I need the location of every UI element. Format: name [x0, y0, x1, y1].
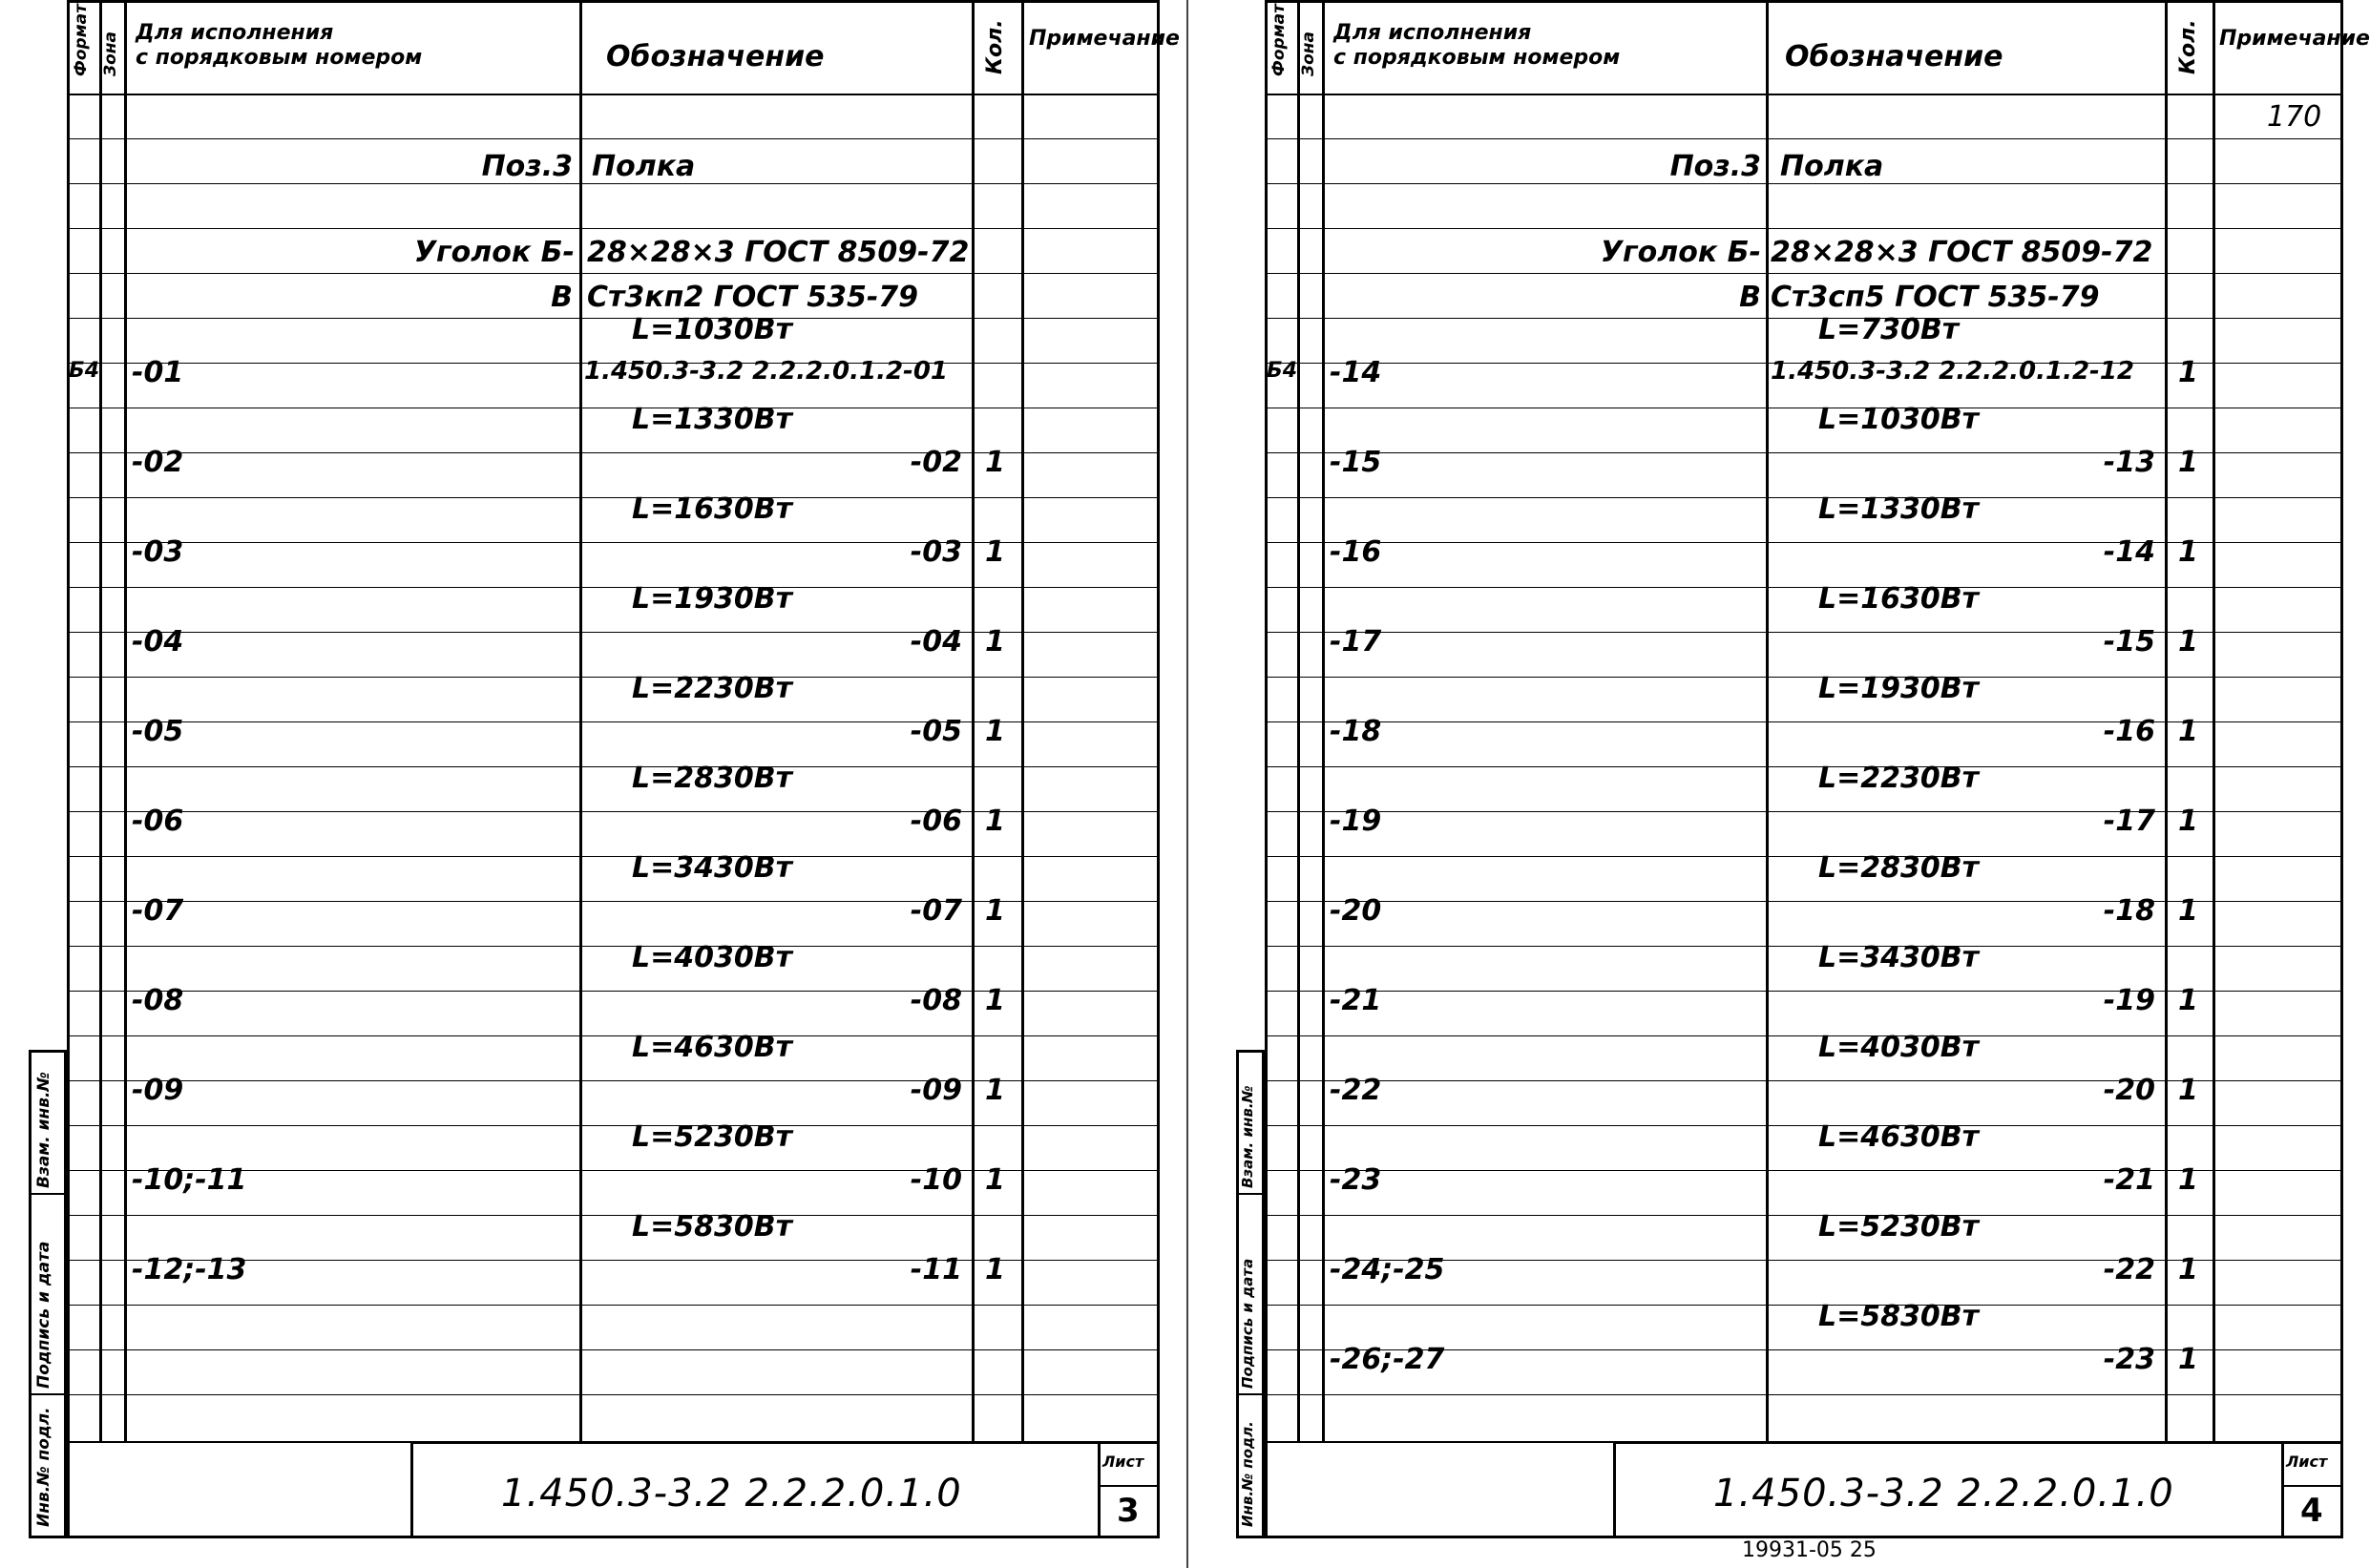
designation-value: -16	[2103, 715, 2155, 748]
length-value: L=1630Вт	[1818, 582, 1980, 616]
format-value: Б4	[1267, 359, 1298, 383]
row-line	[1265, 183, 2343, 184]
header-designation: Обозначение	[1785, 40, 2003, 73]
execution-number: -24;-25	[1330, 1253, 1445, 1286]
designation-value: -05	[910, 715, 962, 748]
row-line	[67, 1394, 1160, 1395]
execution-number: -12;-13	[132, 1253, 247, 1286]
row-line	[1265, 273, 2343, 274]
doc-code: 1.450.3-3.2 2.2.2.0.1.0	[1713, 1472, 2174, 1516]
execution-number: -03	[132, 535, 184, 569]
row-line	[67, 946, 1160, 947]
designation-value: 1.450.3-3.2 2.2.2.0.1.2-01	[584, 357, 949, 386]
row-line	[1265, 766, 2343, 767]
format-value: Б4	[69, 359, 100, 383]
execution-number: -15	[1330, 446, 1382, 479]
designation-value: -09	[910, 1074, 962, 1107]
designation-value: -19	[2103, 984, 2155, 1017]
strip-sign-date: Подпись и дата	[1239, 1258, 1256, 1389]
sheet-frame	[67, 0, 1180, 1538]
length-value: L=1030Вт	[1818, 403, 1980, 436]
row-line	[1265, 138, 2343, 139]
execution-number: -05	[132, 715, 184, 748]
qty-value: 1	[2178, 984, 2198, 1017]
strip-sep	[29, 1193, 67, 1195]
designation-value: -23	[2103, 1343, 2155, 1376]
qty-value: 1	[985, 1074, 1005, 1107]
length-value: L=2230Вт	[632, 672, 793, 705]
doc-code: 1.450.3-3.2 2.2.2.0.1.0	[501, 1472, 962, 1516]
execution-number: -02	[132, 446, 184, 479]
row-line	[1265, 946, 2343, 947]
designation-value: -03	[910, 535, 962, 569]
header-note: Примечание	[2219, 27, 2370, 51]
angle-gost: 28×28×3 ГОСТ 8509-72	[1771, 236, 2153, 269]
sheet-number: 4	[2300, 1492, 2323, 1530]
row-line	[67, 677, 1160, 678]
execution-number: -08	[132, 984, 184, 1017]
designation-value: -14	[2103, 535, 2155, 569]
length-value: L=3430Вт	[632, 851, 793, 885]
row-line	[1265, 1394, 2343, 1395]
col-sep	[2213, 0, 2215, 1441]
row-line	[67, 856, 1160, 857]
title-top-line	[1265, 1441, 2343, 1443]
qty-value: 1	[985, 446, 1005, 479]
header-zone: Зона	[101, 31, 120, 76]
length-value: L=1930Вт	[1818, 672, 1980, 705]
execution-number: -17	[1330, 625, 1382, 659]
length-value: L=5230Вт	[632, 1120, 793, 1154]
row-line	[1265, 1035, 2343, 1036]
row-line	[67, 766, 1160, 767]
header-qty: Кол.	[2176, 19, 2200, 74]
qty-value: 1	[985, 984, 1005, 1017]
sheet-left	[67, 0, 1180, 1538]
execution-number: -22	[1330, 1074, 1382, 1107]
length-value: L=2830Вт	[1818, 851, 1980, 885]
header-for-execution: Для исполнения с порядковым номером	[136, 21, 423, 71]
length-value: L=4630Вт	[1818, 1120, 1980, 1154]
execution-number: -16	[1330, 535, 1382, 569]
header-format: Формат	[1269, 4, 1289, 76]
execution-number: -06	[132, 805, 184, 838]
qty-value: 1	[985, 1163, 1005, 1197]
row-line	[67, 587, 1160, 588]
qty-value: 1	[2178, 1074, 2198, 1107]
designation-value: -10	[910, 1163, 962, 1197]
material-gost: Ст3кп2 ГОСТ 535-79	[587, 281, 919, 314]
length-value: L=1330Вт	[632, 403, 793, 436]
qty-value: 1	[2178, 356, 2198, 389]
execution-number: -20	[1330, 894, 1382, 928]
execution-number: -21	[1330, 984, 1382, 1017]
row-line	[67, 497, 1160, 498]
row-line	[67, 1125, 1160, 1126]
page-divider	[1186, 0, 1188, 1568]
row-line	[67, 318, 1160, 319]
sheet-number: 3	[1117, 1492, 1140, 1530]
qty-value: 1	[2178, 1343, 2198, 1376]
row-line	[1265, 497, 2343, 498]
qty-value: 1	[2178, 535, 2198, 569]
row-line	[1265, 1125, 2343, 1126]
qty-value: 1	[985, 625, 1005, 659]
row-line	[1265, 228, 2343, 229]
length-value: L=3430Вт	[1818, 941, 1980, 974]
execution-number: -26;-27	[1330, 1343, 1445, 1376]
designation-value: -07	[910, 894, 962, 928]
designation-value: -11	[910, 1253, 962, 1286]
qty-value: 1	[2178, 1163, 2198, 1197]
row-line	[1265, 677, 2343, 678]
pos-name: Полка	[592, 150, 696, 183]
row-line	[67, 273, 1160, 274]
sheet-frame	[1265, 0, 2370, 1538]
row-line	[67, 138, 1160, 139]
strip-replace-inv: Взам. инв.№	[1239, 1085, 1256, 1188]
sheet-label: Лист	[1102, 1453, 1144, 1471]
angle-label: Уголок Б-	[413, 236, 575, 269]
title-sep	[1098, 1441, 1101, 1538]
designation-value: -17	[2103, 805, 2155, 838]
row-line	[67, 228, 1160, 229]
execution-number: -14	[1330, 356, 1382, 389]
title-sep	[2281, 1441, 2284, 1538]
qty-value: 1	[985, 805, 1005, 838]
header-for-execution: Для исполнения с порядковым номером	[1333, 21, 1621, 71]
length-value: L=5230Вт	[1818, 1210, 1980, 1244]
designation-value: 1.450.3-3.2 2.2.2.0.1.2-12	[1771, 357, 2135, 386]
row-line	[1265, 1305, 2343, 1306]
row-line	[67, 1035, 1160, 1036]
execution-number: -18	[1330, 715, 1382, 748]
length-value: L=1030Вт	[632, 313, 793, 346]
qty-value: 1	[2178, 1253, 2198, 1286]
designation-value: -22	[2103, 1253, 2155, 1286]
strip-replace-inv: Взам. инв.№	[34, 1072, 53, 1188]
col-sep	[99, 0, 102, 1441]
length-value: L=4030Вт	[632, 941, 793, 974]
qty-value: 1	[985, 535, 1005, 569]
row-line	[67, 183, 1160, 184]
length-value: L=2230Вт	[1818, 762, 1980, 795]
col-sep	[972, 0, 975, 1441]
designation-value: -13	[2103, 446, 2155, 479]
row-line	[1265, 587, 2343, 588]
length-value: L=1930Вт	[632, 582, 793, 616]
strip-sep	[1236, 1193, 1265, 1195]
header-note: Примечание	[1029, 27, 1180, 51]
header-bottom-line	[67, 94, 1160, 95]
qty-value: 1	[985, 715, 1005, 748]
row-line	[1265, 856, 2343, 857]
designation-value: -04	[910, 625, 962, 659]
title-sheet-line	[1098, 1485, 1160, 1487]
col-sep	[1021, 0, 1024, 1441]
header-qty: Кол.	[983, 19, 1007, 74]
execution-number: -04	[132, 625, 184, 659]
qty-value: 1	[2178, 894, 2198, 928]
qty-value: 1	[2178, 446, 2198, 479]
designation-value: -21	[2103, 1163, 2155, 1197]
col-sep	[1322, 0, 1325, 1441]
length-value: L=2830Вт	[632, 762, 793, 795]
strip-inv-no: Инв.№ подл.	[1239, 1421, 1256, 1527]
designation-value: -18	[2103, 894, 2155, 928]
sheet-label: Лист	[2286, 1453, 2328, 1471]
note-value: 170	[2267, 100, 2322, 134]
material-label: В	[551, 281, 573, 314]
angle-label: Уголок Б-	[1600, 236, 1761, 269]
pos-label: Поз.3	[481, 150, 573, 183]
designation-value: -06	[910, 805, 962, 838]
archive-stamp: 19931-05 25	[1742, 1538, 1877, 1562]
execution-number: -10;-11	[132, 1163, 247, 1197]
angle-gost: 28×28×3 ГОСТ 8509-72	[587, 236, 970, 269]
execution-number: -19	[1330, 805, 1382, 838]
strip-sep	[29, 1393, 67, 1395]
length-value: L=1330Вт	[1818, 492, 1980, 526]
designation-value: -08	[910, 984, 962, 1017]
length-value: L=730Вт	[1818, 313, 1960, 346]
row-line	[67, 1305, 1160, 1306]
col-sep	[1297, 0, 1300, 1441]
header-designation: Обозначение	[606, 40, 825, 73]
pos-label: Поз.3	[1669, 150, 1761, 183]
length-value: L=4030Вт	[1818, 1031, 1980, 1064]
row-line	[1265, 318, 2343, 319]
qty-value: 1	[985, 894, 1005, 928]
title-top-line	[67, 1441, 1160, 1443]
pos-name: Полка	[1780, 150, 1884, 183]
execution-number: -09	[132, 1074, 184, 1107]
execution-number: -01	[132, 356, 184, 389]
length-value: L=4630Вт	[632, 1031, 793, 1064]
material-gost: Ст3сп5 ГОСТ 535-79	[1771, 281, 2100, 314]
row-line	[67, 1215, 1160, 1216]
designation-value: -20	[2103, 1074, 2155, 1107]
material-label: В	[1739, 281, 1761, 314]
strip-inv-no: Инв.№ подл.	[34, 1407, 53, 1527]
qty-value: 1	[2178, 805, 2198, 838]
length-value: L=1630Вт	[632, 492, 793, 526]
title-sheet-line	[2281, 1485, 2343, 1487]
header-bottom-line	[1265, 94, 2343, 95]
execution-number: -07	[132, 894, 184, 928]
row-line	[1265, 1215, 2343, 1216]
row-line	[67, 1349, 1160, 1350]
col-sep	[124, 0, 127, 1441]
qty-value: 1	[985, 1253, 1005, 1286]
strip-sign-date: Подпись и дата	[34, 1241, 53, 1389]
strip-sep	[1236, 1393, 1265, 1395]
col-sep	[2165, 0, 2168, 1441]
qty-value: 1	[2178, 715, 2198, 748]
header-zone: Зона	[1299, 31, 1318, 76]
length-value: L=5830Вт	[632, 1210, 793, 1244]
header-format: Формат	[72, 4, 91, 76]
qty-value: 1	[2178, 625, 2198, 659]
length-value: L=5830Вт	[1818, 1300, 1980, 1333]
designation-value: -02	[910, 446, 962, 479]
execution-number: -23	[1330, 1163, 1382, 1197]
designation-value: -15	[2103, 625, 2155, 659]
sheet-right	[1265, 0, 2370, 1562]
